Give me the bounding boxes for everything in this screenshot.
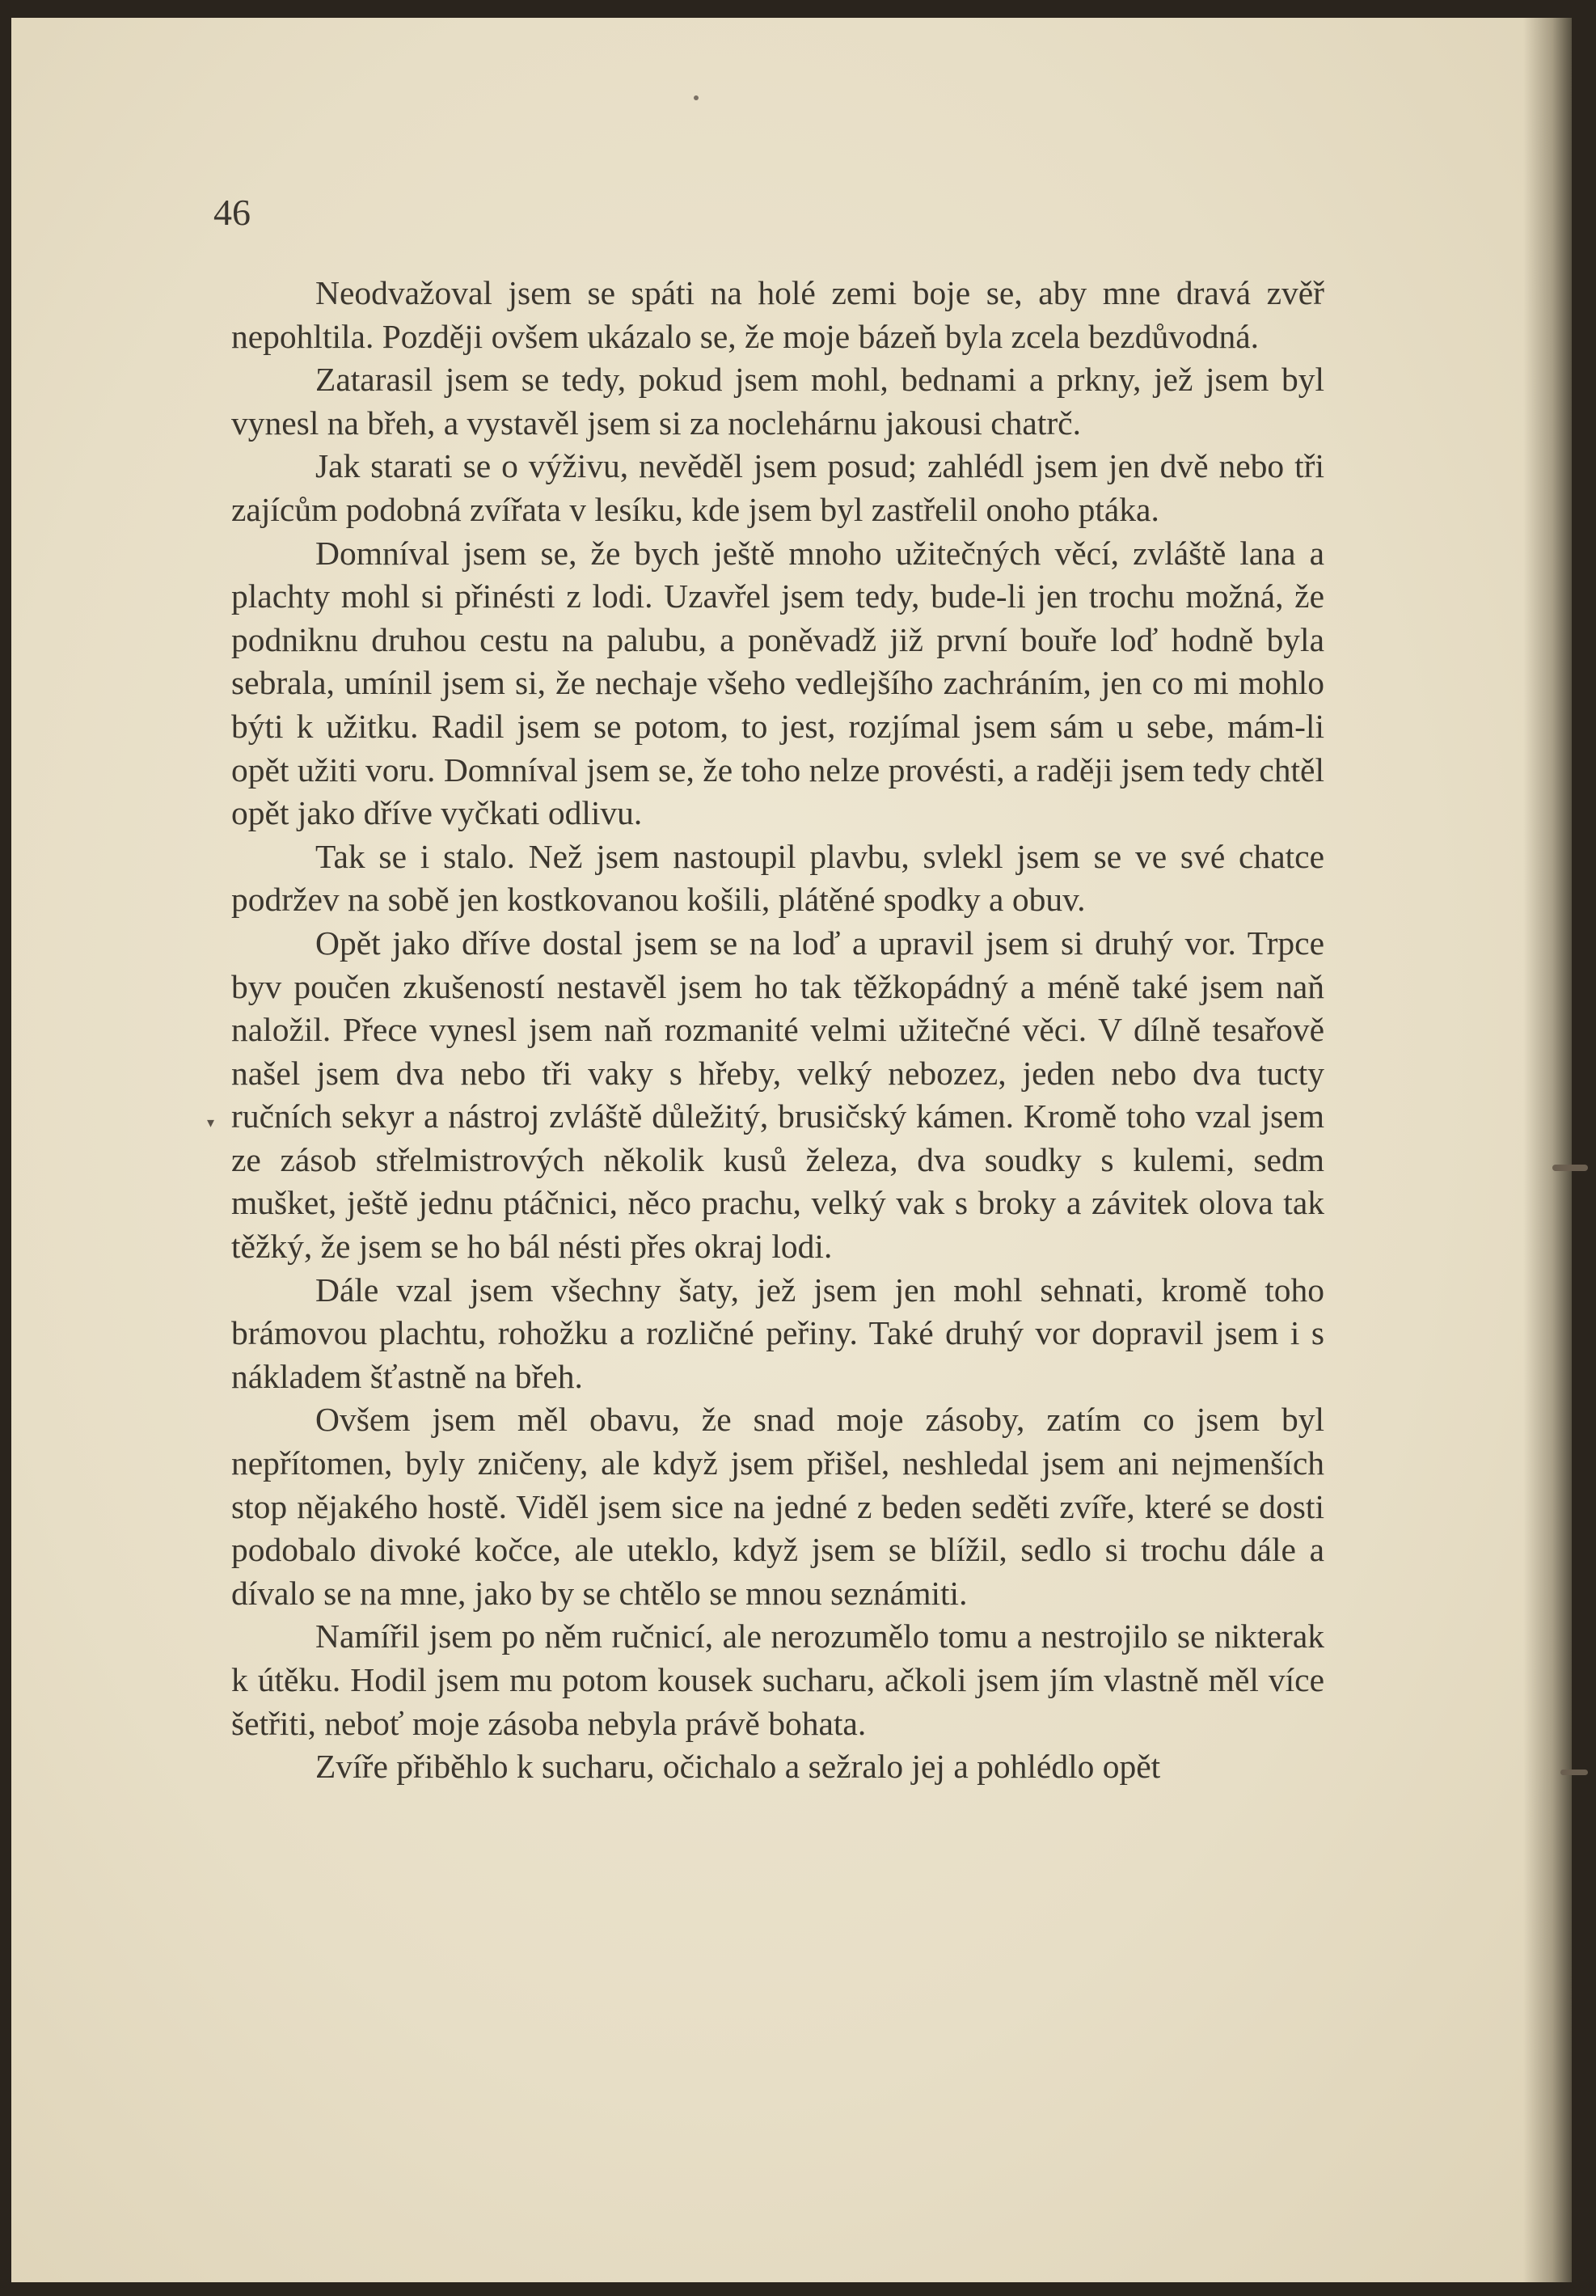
page-gutter-shadow (1523, 18, 1572, 2282)
paragraph: Dále vzal jsem všechny šaty, jež jsem jen mohl sehnati, kromě toho brámovou plachtu, rohožku a rozličné peřiny. Také druhý vor dopravil jsem i s nákladem šťastně na břeh. (231, 1271, 1324, 1395)
paper-speck (694, 95, 699, 100)
body-text (231, 272, 1324, 1789)
paragraph: Neodvažoval jsem se spáti na holé zemi boje se, aby mne dravá zvěř nepohltila. Později ovšem ukázalo se, že moje bázeň byla zcela bezdůvodná. (231, 274, 1324, 355)
paragraph: Domníval jsem se, že bych ještě mnoho užitečných věcí, zvláště lana a plachty mohl si přinésti z lodi. Uzavřel jsem tedy, bude-li jen trochu možná, že podniknu druhou cestu na palubu, a poněvadž již první bouře loď hodně byla sebrala, umínil jsem si, že nechaje všeho vedlejšího zachráním, jen co mi mohlo býti k užitku. Radil jsem se potom, to jest, rozjímal jsem sám u sebe, mám-li opět užiti voru. Domníval jsem se, že toho nelze provésti, a raději jsem tedy chtěl opět jako dříve vyčkati odlivu. (231, 534, 1324, 832)
page-number: 46 (213, 192, 251, 233)
paragraph: Ovšem jsem měl obavu, že snad moje zásoby, zatím co jsem byl nepřítomen, byly zničeny, ale když jsem přišel, neshledal jsem ani nejmenších stop nějakého hostě. Viděl jsem sice na jedné z beden seděti zvíře, které se dosti podobalo divoké kočce, ale uteklo, když jsem se blížil, sedlo si trochu dále a dívalo se na mne, jako by se chtělo se mnou seznámiti. (231, 1401, 1324, 1612)
page-edge-mark (1552, 1165, 1588, 1171)
paragraph: Zvíře přiběhlo k sucharu, očichalo a sežralo jej a pohlédlo opět (315, 1748, 1161, 1786)
paragraph: Zatarasil jsem se tedy, pokud jsem mohl, bednami a prkny, jež jsem byl vynesl na břeh, a vystavěl jsem si za noclehárnu jakousi chatrč. (231, 361, 1324, 442)
paragraph: Namířil jsem po něm ručnicí, ale nerozumělo tomu a nestrojilo se nikterak k útěku. Hodil jsem mu potom kousek sucharu, ačkoli jsem jím vlastně měl více šetřiti, neboť moje zásoba nebyla právě bohata. (231, 1617, 1324, 1742)
paragraph: Tak se i stalo. Než jsem nastoupil plavbu, svlekl jsem se ve své chatce podržev na sobě jen kostkovanou košili, plátěné spodky a obuv. (231, 837, 1324, 919)
margin-mark-icon: ▾ (207, 1114, 215, 1131)
page-edge-mark (1560, 1770, 1588, 1775)
paragraph: Jak starati se o výživu, nevěděl jsem posud; zahlédl jsem jen dvě nebo tři zajícům podobná zvířata v lesíku, kde jsem byl zastřelil onoho ptáka. (231, 447, 1324, 528)
paragraph: Opět jako dříve dostal jsem se na loď a upravil jsem si druhý vor. Trpce byv poučen zkušeností nestavěl jsem ho tak těžkopádný a méně také jsem naň naložil. Přece vynesl jsem naň rozmanité velmi užitečné věci. V dílně tesařově našel jsem dva nebo tři vaky s hřeby, velký nebozez, jeden nebo dva tucty ručních sekyr a nástroj zvláště důležitý, brusičský kámen. Kromě toho vzal jsem ze zásob střelmistrových několik kusů železa, dva soudky s kulemi, sedm mušket, ještě jednu ptáčnici, něco prachu, velký vak s broky a závitek olova tak těžký, že jsem se ho bál nésti přes okraj lodi. (231, 924, 1324, 1266)
